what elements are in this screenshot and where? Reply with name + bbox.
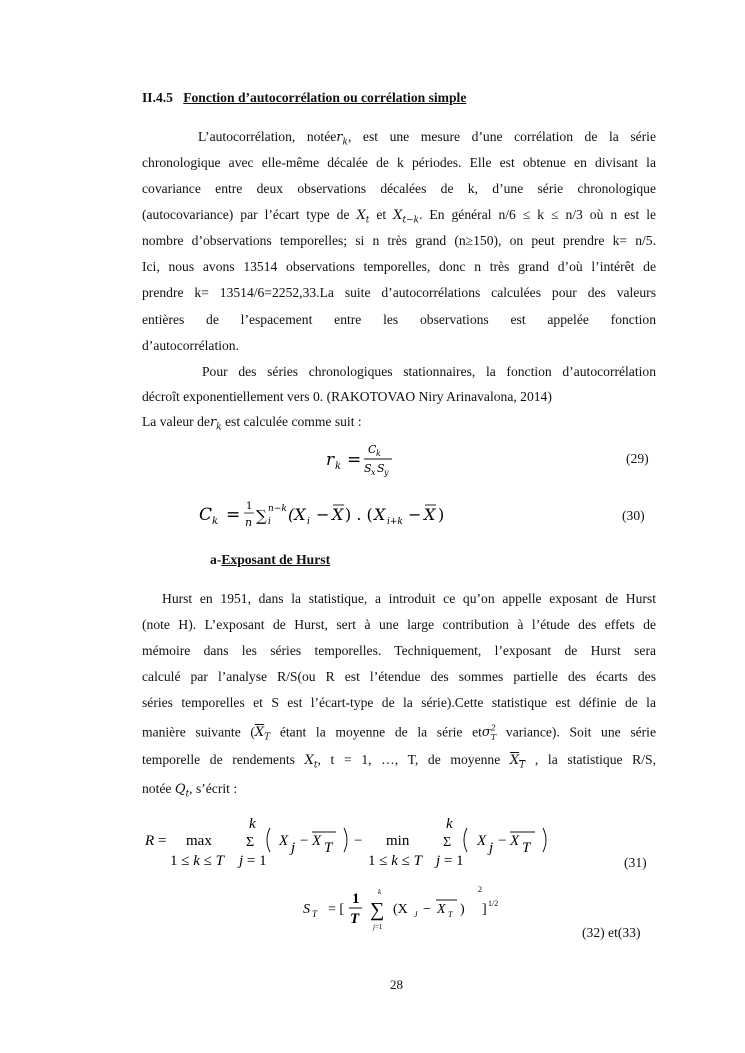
svg-text:j = 1: j = 1 xyxy=(239,853,267,869)
svg-text:−: − xyxy=(354,833,363,849)
svg-text:Σ: Σ xyxy=(246,835,255,850)
para2-line3: La valeur der$_k$ est calculée comme suit : xyxy=(142,414,362,433)
svg-text:i: i xyxy=(307,517,310,527)
svg-text:(X: (X xyxy=(393,902,408,917)
svg-text:X: X xyxy=(510,833,520,849)
eq31-number: (31) xyxy=(624,855,647,870)
svg-text:C: C xyxy=(199,505,213,525)
para2-line2: décroît exponentiellement vers 0. (RAKOTOVAO Niry Arinavalona, 2014) xyxy=(142,389,552,404)
svg-text:max: max xyxy=(186,833,212,849)
math-xtk: $X_{t-k}$ xyxy=(393,208,420,226)
equation-31 xyxy=(142,815,572,875)
svg-text:1: 1 xyxy=(246,501,253,512)
svg-text:X: X xyxy=(279,833,289,849)
svg-text:=: = xyxy=(226,505,241,525)
svg-text:T: T xyxy=(522,840,531,856)
svg-text:): ) xyxy=(438,505,445,524)
para1-line8: entières de l’espacement entre les observations est appelée fonction xyxy=(142,312,656,327)
svg-text:R: R xyxy=(145,833,155,849)
svg-text:k: k xyxy=(446,816,453,832)
svg-text:2: 2 xyxy=(478,885,482,894)
para3-line4: calculé par l’analyse R/S(ou R est l’étendue des sommes partielle des écarts des xyxy=(142,669,656,684)
page-number: 28 xyxy=(390,977,403,992)
svg-text:i+k: i+k xyxy=(387,517,403,527)
svg-text:T: T xyxy=(448,910,453,919)
svg-text:]: ] xyxy=(482,902,487,917)
svg-text:y: y xyxy=(384,468,389,477)
svg-text:T: T xyxy=(312,909,318,919)
svg-text:X: X xyxy=(312,833,322,849)
equation-30 xyxy=(196,492,456,538)
para3-line3: mémoire dans les séries temporelles. Techniquement, l’exposant de Hurst sera xyxy=(142,643,656,658)
svg-text:−: − xyxy=(423,902,431,917)
svg-text:J: J xyxy=(414,910,418,919)
para1-line4: (autocovariance) par l’écart type de $X_t$ et $X_{t-k}$. En général n/6 ≤ k ≤ n/3 où n est le xyxy=(142,207,657,226)
para1-line1: L’autocorrélation, notéer$_k$, est une mesure d’une corrélation de la série xyxy=(198,129,656,148)
math-xt: $X_t$ xyxy=(356,208,370,226)
svg-text:j = 1: j = 1 xyxy=(436,853,464,869)
eq29-number: (29) xyxy=(626,451,649,466)
section-number: II.4.5 xyxy=(142,90,173,105)
para3-line5: séries temporelles et S est l’écart-type de la série).Cette statistique est définie de la xyxy=(142,695,656,710)
svg-text:k: k xyxy=(212,516,219,527)
svg-text:n: n xyxy=(245,516,253,529)
svg-text:−: − xyxy=(316,505,330,524)
svg-text:=: = xyxy=(158,833,167,849)
svg-text:C: C xyxy=(368,443,377,456)
svg-text:S: S xyxy=(303,902,310,917)
svg-text:min: min xyxy=(386,833,410,849)
svg-text:(X: (X xyxy=(288,505,306,524)
svg-text:1/2: 1/2 xyxy=(488,899,499,908)
section-title: Fonction d’autocorrélation ou corrélation simple xyxy=(183,90,467,105)
svg-text:x: x xyxy=(371,468,376,477)
para1-line5: nombre d’observations temporelles; si n très grand (n≥150), on peut prendre k= n/5. xyxy=(142,233,656,248)
svg-text:−: − xyxy=(498,833,507,849)
svg-text:−: − xyxy=(300,833,309,849)
svg-text:k: k xyxy=(249,816,256,832)
para3-line8: notée $Q_t$, s’écrit : xyxy=(142,781,238,800)
para3-line2: (note H). L’exposant de Hurst, sert à une large contribution à l’étude des effets de xyxy=(142,617,656,632)
para3-line6: manière suivante ($\overline{X}_T$ étant la moyenne de la série etσ$^2_T$ variance). Soit une série xyxy=(142,724,656,743)
svg-text:Σ: Σ xyxy=(443,835,452,850)
svg-text:1: 1 xyxy=(352,891,360,907)
para1-line7: prendre k= 13514/6=2252,33.La suite d’autocorrélations calculées pour des valeurs xyxy=(142,285,656,300)
para1-line2: chronologique avec elle-même décalée de k périodes. Elle est obtenue en divisant la xyxy=(142,155,656,170)
svg-text:X: X xyxy=(332,505,344,524)
svg-text:X: X xyxy=(374,505,386,524)
para2-line1: Pour des séries chronologiques stationnaires, la fonction d’autocorrélation xyxy=(202,364,656,379)
svg-text:∑: ∑ xyxy=(370,899,385,921)
svg-text:): ) xyxy=(460,902,465,917)
svg-text:T: T xyxy=(324,840,333,856)
subsection-heading: a-Exposant de Hurst xyxy=(210,552,331,567)
svg-text:j: j xyxy=(489,840,494,856)
svg-text:) . (: ) . ( xyxy=(345,505,373,524)
svg-text:X: X xyxy=(424,505,436,524)
svg-text:k: k xyxy=(335,461,342,472)
svg-text:∑: ∑ xyxy=(256,507,267,525)
svg-text:1 ≤ k ≤ T: 1 ≤ k ≤ T xyxy=(368,853,422,869)
svg-text:S: S xyxy=(377,462,385,475)
svg-text:−: − xyxy=(408,505,422,524)
svg-text:r: r xyxy=(326,450,335,470)
para1-line9: d’autocorrélation. xyxy=(142,338,240,353)
para1-line3: covariance entre deux observations décalées de k, d’une série chronologique xyxy=(142,181,656,196)
svg-text:k: k xyxy=(376,449,381,458)
svg-text:= [: = [ xyxy=(328,902,345,917)
svg-text:j=1: j=1 xyxy=(373,923,383,931)
svg-text:i: i xyxy=(268,517,271,527)
svg-text:S: S xyxy=(364,462,372,475)
equation-29 xyxy=(320,438,410,480)
svg-text:=: = xyxy=(347,450,362,470)
svg-text:n−k: n−k xyxy=(268,504,287,514)
svg-text:X: X xyxy=(437,902,446,917)
eq30-number: (30) xyxy=(622,508,645,523)
svg-text:1 ≤ k ≤ T: 1 ≤ k ≤ T xyxy=(170,853,224,869)
svg-text:k: k xyxy=(378,888,382,896)
eq32-33-number: (32) et(33) xyxy=(582,925,641,940)
equation-32-33 xyxy=(300,880,540,940)
section-heading xyxy=(142,89,466,107)
para3-line7: temporelle de rendements $X_t$, t = 1, …, T, de moyenne $X_T$ , la statistique R/S, xyxy=(142,752,656,771)
para1-line6: Ici, nous avons 13514 observations temporelles, donc n très grand d’où l’intérêt de xyxy=(142,259,656,274)
svg-text:T: T xyxy=(350,911,360,927)
svg-text:X: X xyxy=(477,833,487,849)
math-rk: $r_k$ xyxy=(336,130,348,148)
para3-line1: Hurst en 1951, dans la statistique, a introduit ce qu’on appelle exposant de Hurst xyxy=(162,591,656,606)
svg-text:j: j xyxy=(291,840,296,856)
